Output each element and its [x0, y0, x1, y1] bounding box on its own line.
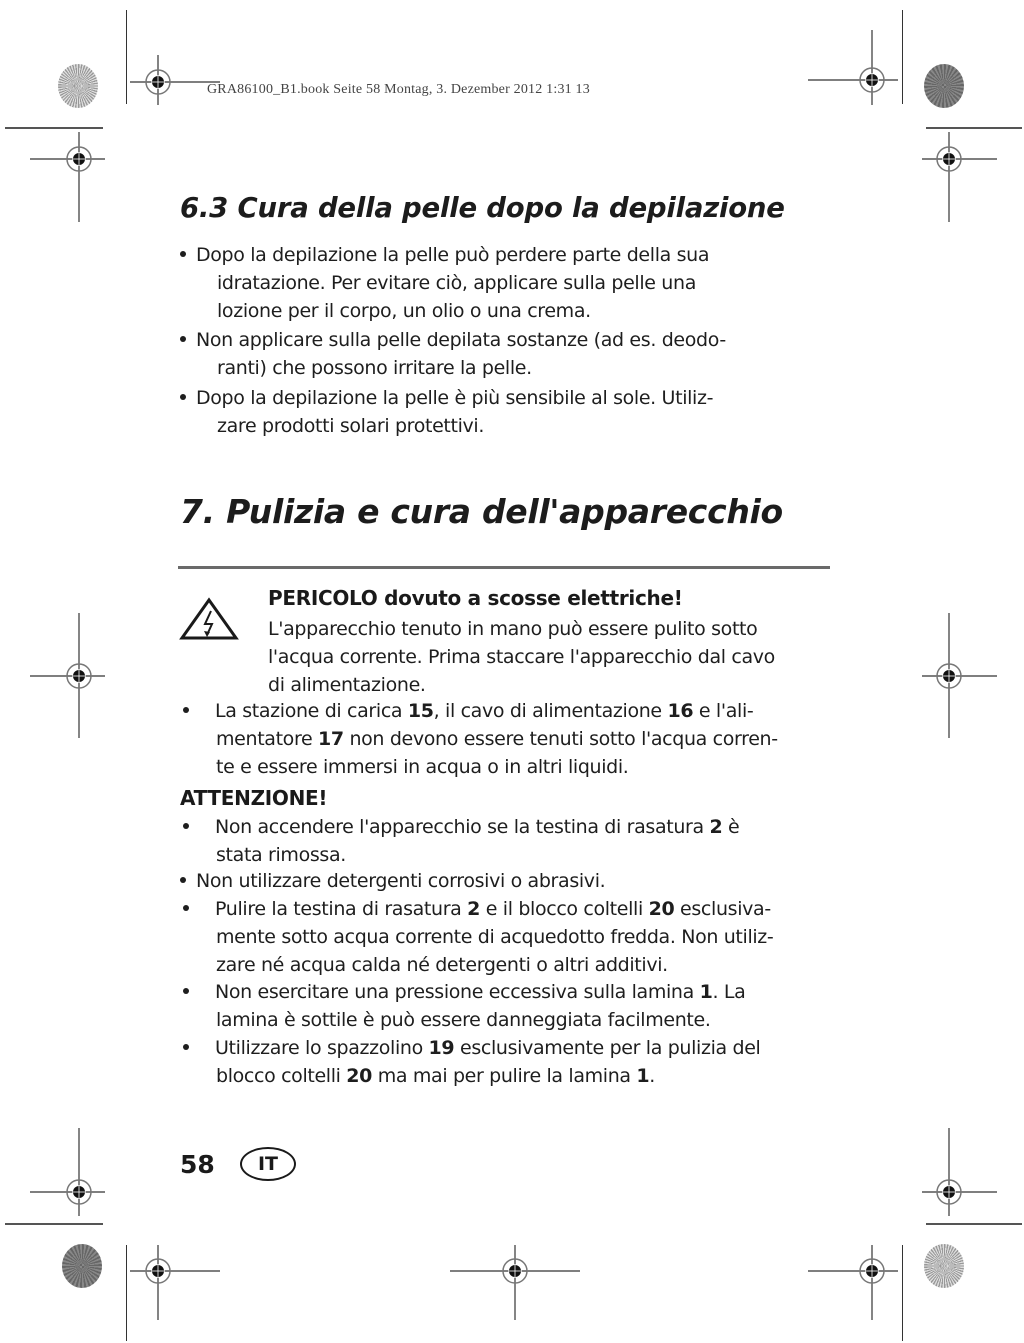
- bullet-list-item: Dopo la depilazione la pelle è più sensibile al sole. Utiliz- zare prodotti solari protettivi.: [180, 384, 713, 440]
- part-number: 16: [667, 700, 694, 722]
- bullet-icon: [183, 707, 189, 713]
- bullet-icon: [183, 1044, 189, 1050]
- bullet-list-item: La stazione di carica 15, il cavo di alimentazione 16 e l'ali- mentatore 17 non devono essere tenuti sotto l'acqua corren- te e essere immersi in acqua o in altri liquidi.: [180, 697, 778, 781]
- bullet-list-item: Non accendere l'apparecchio se la testina di rasatura 2 è stata rimossa.: [180, 813, 739, 869]
- registration-mark-icon: [922, 1128, 997, 1228]
- bullet-list-item: Non utilizzare detergenti corrosivi o abrasivi.: [180, 867, 605, 895]
- trim-line: [126, 1245, 127, 1341]
- danger-warning-title: PERICOLO dovuto a scosse elettriche!: [268, 586, 683, 610]
- part-number: 20: [346, 1065, 373, 1087]
- section-divider: [178, 566, 830, 569]
- part-number: 2: [467, 898, 481, 920]
- bullet-icon: [183, 988, 189, 994]
- registration-mark-icon: [30, 613, 105, 738]
- attention-heading: ATTENZIONE!: [180, 786, 328, 810]
- trim-line: [926, 127, 1022, 129]
- trim-line: [126, 10, 127, 104]
- part-number: 20: [648, 898, 675, 920]
- bullet-icon: [180, 877, 186, 883]
- part-number: 2: [709, 816, 723, 838]
- section-heading-6-3: 6.3 Cura della pelle dopo la depilazione: [180, 192, 785, 224]
- bullet-list-item: Pulire la testina di rasatura 2 e il blocco coltelli 20 esclusiva- mente sotto acqua corrente di acquedotto fredda. Non utiliz- zare né acqua calda né detergenti o altri additivi.: [180, 895, 773, 979]
- color-rosette-mark-top-left: [58, 64, 98, 108]
- bullet-list-item: Non applicare sulla pelle depilata sostanze (ad es. deodo- ranti) che possono irritare la pelle.: [180, 326, 726, 382]
- electric-hazard-warning-icon: [179, 597, 239, 641]
- part-number: 1: [699, 981, 713, 1003]
- part-number: 1: [636, 1065, 650, 1087]
- bullet-list-item: Utilizzare lo spazzolino 19 esclusivamente per la pulizia del blocco coltelli 20 ma mai per pulire la lamina 1.: [180, 1034, 760, 1090]
- registration-mark-icon: [450, 1245, 580, 1320]
- trim-line: [5, 1223, 103, 1225]
- part-number: 17: [318, 728, 344, 750]
- print-header-slug: GRA86100_B1.book Seite 58 Montag, 3. Dezember 2012 1:31 13: [207, 82, 590, 97]
- trim-line: [902, 10, 903, 104]
- language-badge: IT: [240, 1147, 296, 1181]
- color-rosette-mark-top-right: [924, 64, 964, 108]
- bullet-icon: [180, 336, 186, 342]
- trim-line: [926, 1223, 1022, 1225]
- registration-mark-icon: [30, 132, 105, 222]
- registration-mark-icon: [922, 613, 997, 738]
- trim-line: [902, 1245, 903, 1341]
- bullet-list-item: Dopo la depilazione la pelle può perdere parte della sua idratazione. Per evitare ciò, applicare sulla pelle una lozione per il corpo, un olio o una crema.: [180, 241, 709, 325]
- bullet-icon: [183, 905, 189, 911]
- part-number: 19: [428, 1037, 455, 1059]
- trim-line: [5, 127, 103, 129]
- bullet-icon: [183, 823, 189, 829]
- color-rosette-mark-bottom-left: [62, 1244, 102, 1288]
- color-rosette-mark-bottom-right: [924, 1244, 964, 1288]
- registration-mark-icon: [922, 132, 997, 222]
- danger-warning-text: L'apparecchio tenuto in mano può essere pulito sotto l'acqua corrente. Prima staccare l'apparecchio dal cavo di alimentazione.: [268, 618, 775, 696]
- bullet-icon: [180, 394, 186, 400]
- bullet-list-item: Non esercitare una pressione eccessiva sulla lamina 1. La lamina è sottile è può essere danneggiata facilmente.: [180, 978, 745, 1034]
- part-number: 15: [407, 700, 434, 722]
- registration-mark-icon: [808, 30, 898, 105]
- registration-mark-icon: [808, 1245, 898, 1320]
- section-heading-7: 7. Pulizia e cura dell'apparecchio: [180, 492, 783, 531]
- registration-mark-icon: [30, 1128, 105, 1228]
- bullet-icon: [180, 251, 186, 257]
- registration-mark-icon: [130, 1245, 220, 1320]
- page-number: 58: [180, 1150, 215, 1179]
